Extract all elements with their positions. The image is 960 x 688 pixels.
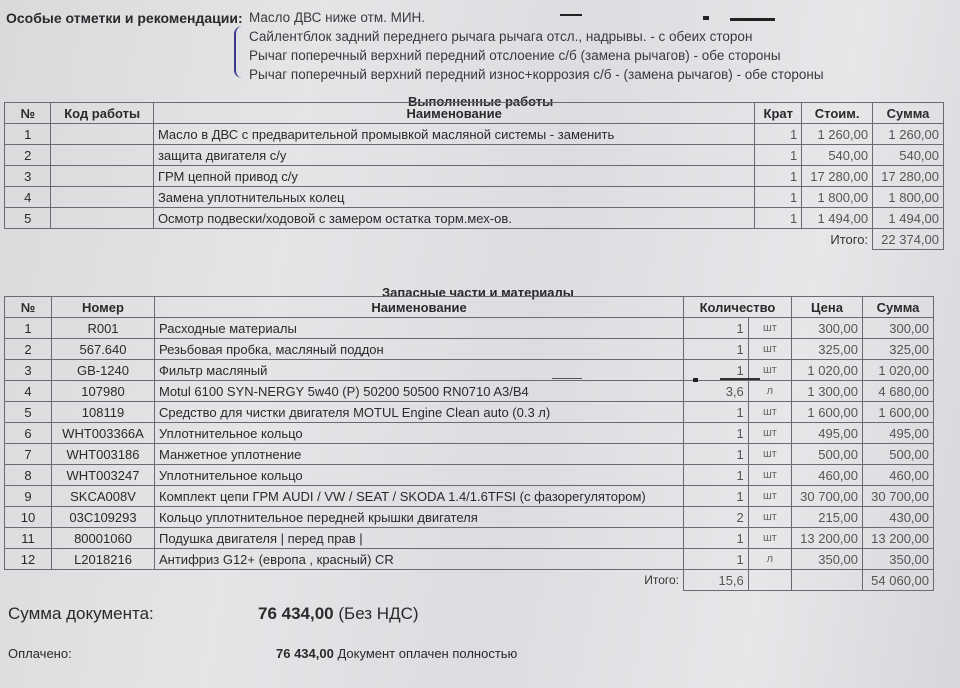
works-header-row <box>5 103 944 124</box>
cell-unit: шт <box>748 444 791 465</box>
cell-unit: шт <box>748 339 791 360</box>
ink-mark <box>560 14 582 16</box>
cell-qty: 1 <box>684 360 749 381</box>
cell-name: Подушка двигателя | перед прав | <box>155 528 684 549</box>
cell-name: Motul 6100 SYN-NERGY 5w40 (P) 50200 50500 RN0710 A3/B4 <box>155 381 684 402</box>
cell-name: Масло в ДВС с предварительной промывкой масляной системы - заменить <box>153 124 754 145</box>
cell-num: 5 <box>5 208 51 229</box>
col-name: Наименование <box>153 103 754 124</box>
cell-num: 2 <box>5 339 52 360</box>
col-qty: Крат <box>755 103 802 124</box>
cell-code <box>51 145 154 166</box>
cell-name: Комплект цепи ГРМ AUDI / VW / SEAT / SKODA 1.4/1.6TFSI (с фазорегулятором) <box>155 486 684 507</box>
cell-price: 215,00 <box>792 507 863 528</box>
cell-code: 03C109293 <box>52 507 155 528</box>
cell-price: 540,00 <box>802 145 873 166</box>
cell-qty: 1 <box>684 528 749 549</box>
cell-sum: 300,00 <box>863 318 934 339</box>
cell-price: 30 700,00 <box>792 486 863 507</box>
table-row <box>5 465 934 486</box>
cell-num: 2 <box>5 145 51 166</box>
cell-price: 460,00 <box>792 465 863 486</box>
parts-title: Запасные части и материалы <box>382 285 574 300</box>
paid-note: Документ оплачен полностью <box>337 646 518 661</box>
table-row <box>5 486 934 507</box>
cell-code: 108119 <box>52 402 155 423</box>
table-row <box>5 360 934 381</box>
document-sum <box>8 604 419 624</box>
cell-qty: 1 <box>684 444 749 465</box>
cell-num: 10 <box>5 507 52 528</box>
cell-name: защита двигателя с/у <box>153 145 754 166</box>
col-num: № <box>5 297 52 318</box>
cell-name: Средство для чистки двигателя MOTUL Engine Clean auto (0.3 л) <box>155 402 684 423</box>
cell-qty: 1 <box>684 318 749 339</box>
cell-name: Антифриз G12+ (европа , красный) CR <box>155 549 684 570</box>
cell-sum: 430,00 <box>863 507 934 528</box>
notes-label: Особые отметки и рекомендации: <box>6 10 243 26</box>
cell-price: 500,00 <box>792 444 863 465</box>
cell-unit: шт <box>748 318 791 339</box>
cell-sum: 17 280,00 <box>873 166 944 187</box>
col-sum: Сумма <box>863 297 934 318</box>
cell-sum: 325,00 <box>863 339 934 360</box>
cell-price: 495,00 <box>792 423 863 444</box>
cell-sum: 460,00 <box>863 465 934 486</box>
table-row <box>5 208 944 229</box>
works-total-label: Итого: <box>802 229 873 250</box>
cell-unit: л <box>748 549 791 570</box>
cell-qty: 1 <box>684 549 749 570</box>
works-total-row <box>5 229 944 250</box>
works-total: 22 374,00 <box>873 229 944 250</box>
note-line: Сайлентблок задний переднего рычага рычага отсл., надрывы. - с обеих сторон <box>249 29 753 44</box>
parts-table <box>4 296 934 591</box>
cell-num: 4 <box>5 381 52 402</box>
parts-total-label: Итого: <box>644 573 679 588</box>
cell-code: 80001060 <box>52 528 155 549</box>
col-name: Наименование <box>155 297 684 318</box>
note-line: Рычаг поперечный верхний передний отслоение с/б (замена рычагов) - обе стороны <box>249 48 781 63</box>
parts-total-row <box>5 570 934 591</box>
cell-qty: 1 <box>755 166 802 187</box>
cell-code <box>51 187 154 208</box>
cell-num: 8 <box>5 465 52 486</box>
cell-name: Резьбовая пробка, масляный поддон <box>155 339 684 360</box>
cell-qty: 3,6 <box>684 381 749 402</box>
cell-qty: 2 <box>684 507 749 528</box>
cell-qty: 1 <box>684 339 749 360</box>
cell-qty: 1 <box>684 402 749 423</box>
cell-unit: шт <box>748 360 791 381</box>
ink-mark <box>703 16 709 20</box>
cell-num: 5 <box>5 402 52 423</box>
cell-qty: 1 <box>684 486 749 507</box>
cell-num: 11 <box>5 528 52 549</box>
table-row <box>5 507 934 528</box>
cell-price: 1 600,00 <box>792 402 863 423</box>
cell-code: R001 <box>52 318 155 339</box>
cell-unit: л <box>748 381 791 402</box>
cell-qty: 1 <box>755 187 802 208</box>
cell-price: 350,00 <box>792 549 863 570</box>
cell-sum: 30 700,00 <box>863 486 934 507</box>
doc-sum-amount: 76 434,00 <box>258 604 334 623</box>
parts-header-row <box>5 297 934 318</box>
cell-name: Манжетное уплотнение <box>155 444 684 465</box>
cell-num: 7 <box>5 444 52 465</box>
table-row <box>5 381 934 402</box>
cell-qty: 1 <box>755 145 802 166</box>
cell-price: 325,00 <box>792 339 863 360</box>
works-table <box>4 102 944 250</box>
table-row <box>5 402 934 423</box>
cell-price: 13 200,00 <box>792 528 863 549</box>
cell-num: 1 <box>5 124 51 145</box>
cell-name: Фильтр масляный <box>155 360 684 381</box>
cell-unit: шт <box>748 423 791 444</box>
note-line: Рычаг поперечный верхний передний износ+коррозия с/б - (замена рычагов) - обе стороны <box>249 67 824 82</box>
cell-code: GB-1240 <box>52 360 155 381</box>
col-num: № <box>5 103 51 124</box>
cell-name: Замена уплотнительных колец <box>153 187 754 208</box>
note-line: Масло ДВС ниже отм. МИН. <box>249 10 426 25</box>
cell-unit: шт <box>748 486 791 507</box>
table-row <box>5 166 944 187</box>
cell-price: 1 260,00 <box>802 124 873 145</box>
cell-unit: шт <box>748 465 791 486</box>
cell-code: SKCA008V <box>52 486 155 507</box>
cell-num: 6 <box>5 423 52 444</box>
cell-code: 107980 <box>52 381 155 402</box>
ink-mark <box>720 378 760 380</box>
cell-num: 12 <box>5 549 52 570</box>
cell-unit: шт <box>748 402 791 423</box>
table-row <box>5 339 934 360</box>
paid-label: Оплачено: <box>8 646 72 661</box>
cell-sum: 350,00 <box>863 549 934 570</box>
col-price: Цена <box>792 297 863 318</box>
cell-num: 4 <box>5 187 51 208</box>
parts-total-qty: 15,6 <box>684 570 749 591</box>
cell-sum: 540,00 <box>873 145 944 166</box>
cell-name: Расходные материалы <box>155 318 684 339</box>
table-row <box>5 318 934 339</box>
cell-name: Уплотнительное кольцо <box>155 423 684 444</box>
paid-amount: 76 434,00 <box>276 646 334 661</box>
cell-sum: 495,00 <box>863 423 934 444</box>
cell-price: 300,00 <box>792 318 863 339</box>
cell-sum: 1 800,00 <box>873 187 944 208</box>
table-row <box>5 549 934 570</box>
cell-price: 1 494,00 <box>802 208 873 229</box>
cell-sum: 1 260,00 <box>873 124 944 145</box>
cell-name: ГРМ цепной привод с/у <box>153 166 754 187</box>
cell-qty: 1 <box>755 208 802 229</box>
cell-unit: шт <box>748 507 791 528</box>
cell-code: WHT003186 <box>52 444 155 465</box>
cell-num: 9 <box>5 486 52 507</box>
cell-code <box>51 124 154 145</box>
cell-code: L2018216 <box>52 549 155 570</box>
cell-code <box>51 166 154 187</box>
cell-qty: 1 <box>684 423 749 444</box>
payment-status <box>8 646 518 661</box>
cell-price: 1 300,00 <box>792 381 863 402</box>
table-row <box>5 187 944 208</box>
cell-unit: шт <box>748 528 791 549</box>
cell-num: 3 <box>5 360 52 381</box>
cell-sum: 1 020,00 <box>863 360 934 381</box>
cell-qty: 1 <box>755 124 802 145</box>
works-title: Выполненные работы <box>408 94 554 109</box>
cell-name: Осмотр подвески/ходовой с замером остатка торм.мех-ов. <box>153 208 754 229</box>
cell-sum: 1 494,00 <box>873 208 944 229</box>
cell-price: 1 020,00 <box>792 360 863 381</box>
table-row <box>5 444 934 465</box>
col-sum: Сумма <box>873 103 944 124</box>
cell-code <box>51 208 154 229</box>
cell-price: 1 800,00 <box>802 187 873 208</box>
col-price: Стоим. <box>802 103 873 124</box>
col-code: Код работы <box>51 103 154 124</box>
ink-mark <box>552 378 582 379</box>
table-row <box>5 423 934 444</box>
cell-sum: 500,00 <box>863 444 934 465</box>
cell-num: 3 <box>5 166 51 187</box>
cell-sum: 13 200,00 <box>863 528 934 549</box>
parts-total: 54 060,00 <box>863 570 934 591</box>
cell-code: WHT003366A <box>52 423 155 444</box>
cell-price: 17 280,00 <box>802 166 873 187</box>
cell-code: WHT003247 <box>52 465 155 486</box>
doc-sum-label: Сумма документа: <box>8 604 154 623</box>
col-code: Номер <box>52 297 155 318</box>
table-row <box>5 528 934 549</box>
cell-sum: 1 600,00 <box>863 402 934 423</box>
doc-sum-note: (Без НДС) <box>338 604 419 623</box>
ink-mark <box>693 378 698 382</box>
cell-num: 1 <box>5 318 52 339</box>
cell-code: 567.640 <box>52 339 155 360</box>
table-row <box>5 145 944 166</box>
ink-mark <box>730 18 775 21</box>
cell-name: Кольцо уплотнительное передней крышки двигателя <box>155 507 684 528</box>
handwritten-brace <box>234 26 246 78</box>
col-qty: Количество <box>684 297 792 318</box>
cell-sum: 4 680,00 <box>863 381 934 402</box>
table-row <box>5 124 944 145</box>
cell-qty: 1 <box>684 465 749 486</box>
cell-name: Уплотнительное кольцо <box>155 465 684 486</box>
